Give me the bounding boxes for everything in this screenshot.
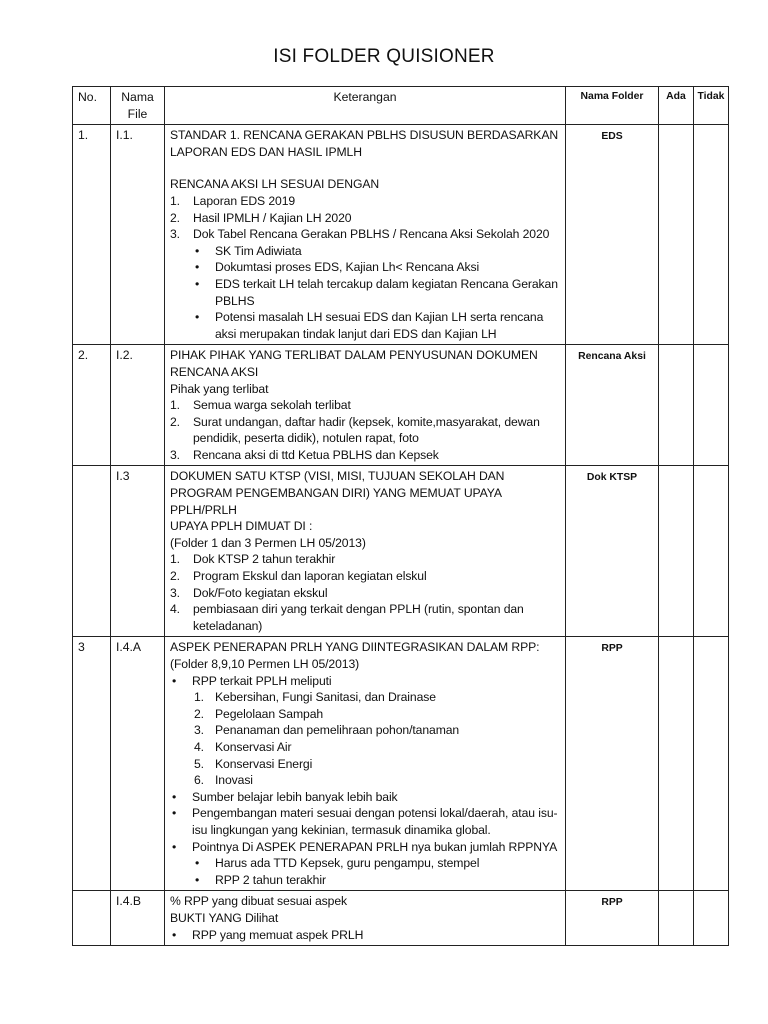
table-row — [73, 345, 729, 466]
tidak-cell[interactable] — [694, 125, 729, 345]
header-ada: Ada — [659, 87, 694, 125]
header-tidak: Tidak — [694, 87, 729, 125]
list-item: 5. Konservasi Energi — [194, 756, 313, 771]
row-subheading: Pihak yang terlibat — [170, 381, 269, 396]
row-file: I.4.B — [111, 891, 165, 946]
table-row — [73, 466, 729, 637]
list-item: • Pointnya Di ASPEK PENERAPAN PRLH nya bukan jumlah RPPNYA • Harus ada TTD Kepsek, guru pengampu, stempel • RPP 2 tahun terakhir — [170, 839, 560, 889]
list-item: • RPP terkait PPLH meliputi 1. Kebersihan, Fungi Sanitasi, dan Drainase 2. Pegelolaan Sampah 3. Penanaman dan pemelihraan pohon/tanaman 4. Konservasi Air 5. Konservasi Energi 6. Inovasi — [170, 673, 560, 789]
list-item: 6. Inovasi — [194, 773, 253, 788]
row-heading: ASPEK PENERAPAN PRLH YANG DIINTEGRASIKAN DALAM RPP: — [170, 640, 540, 655]
ada-cell[interactable] — [659, 125, 694, 345]
row-heading: PIHAK PIHAK YANG TERLIBAT DALAM PENYUSUNAN DOKUMEN RENCANA AKSI — [170, 348, 538, 379]
quisioner-table — [72, 86, 729, 946]
list-item: 3. Penanaman dan pemelihraan pohon/tanaman — [194, 723, 460, 738]
row-subheading: (Folder 1 dan 3 Permen LH 05/2013) — [170, 535, 366, 550]
list-item: • Sumber belajar lebih banyak lebih baik — [170, 789, 560, 806]
row-no: 1. — [73, 125, 111, 345]
list-item: • SK Tim Adiwiata — [170, 243, 560, 260]
row-heading: % RPP yang dibuat sesuai aspek — [170, 894, 347, 909]
list-item: • RPP 2 tahun terakhir — [170, 872, 560, 889]
row-keterangan — [165, 345, 566, 466]
list-item: 1. Laporan EDS 2019 — [170, 193, 296, 208]
row-file: I.4.A — [111, 637, 165, 891]
row-folder: RPP — [566, 637, 659, 891]
list-item: 2. Program Ekskul dan laporan kegiatan elskul — [170, 569, 427, 584]
list-item: 1. Dok KTSP 2 tahun terakhir — [170, 552, 336, 567]
page-title: ISI FOLDER QUISIONER — [273, 46, 495, 67]
list-item: 2. Surat undangan, daftar hadir (kepsek, komite,masyarakat, dewan pendidik, peserta didik), notulen rapat, foto — [170, 414, 540, 446]
ada-cell[interactable] — [659, 637, 694, 891]
list-item: 1. Semua warga sekolah terlibat — [170, 398, 351, 413]
list-item: 2. Hasil IPMLH / Kajian LH 2020 — [170, 210, 352, 225]
list-item: 2. Pegelolaan Sampah — [194, 706, 324, 721]
row-folder: Rencana Aksi — [566, 345, 659, 466]
table-row — [73, 125, 729, 345]
list-item: 4. Konservasi Air — [194, 739, 292, 754]
row-no: 3 — [73, 637, 111, 891]
list-item: • EDS terkait LH telah tercakup dalam kegiatan Rencana Gerakan PBLHS — [170, 276, 560, 309]
table-header-row — [73, 87, 729, 125]
row-no — [73, 891, 111, 946]
row-keterangan — [165, 466, 566, 637]
row-folder: EDS — [566, 125, 659, 345]
row-subheading: (Folder 8,9,10 Permen LH 05/2013) — [170, 657, 360, 671]
list-item: 3. Dok/Foto kegiatan ekskul — [170, 585, 328, 600]
list-item: • RPP yang memuat aspek PRLH — [170, 927, 560, 944]
row-heading: STANDAR 1. RENCANA GERAKAN PBLHS DISUSUN BERDASARKAN LAPORAN EDS DAN HASIL IPMLH — [170, 128, 559, 159]
ada-cell[interactable] — [659, 891, 694, 946]
row-folder: RPP — [566, 891, 659, 946]
list-item: • Harus ada TTD Kepsek, guru pengampu, stempel — [170, 855, 560, 872]
row-subheading: UPAYA PPLH DIMUAT DI : — [170, 519, 313, 534]
header-keterangan: Keterangan — [165, 87, 566, 125]
row-keterangan — [165, 637, 566, 891]
list-item: • Dokumtasi proses EDS, Kajian Lh< Rencana Aksi — [170, 259, 560, 276]
ada-cell[interactable] — [659, 466, 694, 637]
list-item: 4. pembiasaan diri yang terkait dengan PPLH (rutin, spontan dan keteladanan) — [170, 602, 524, 633]
list-item: 3. Dok Tabel Rencana Gerakan PBLHS / Rencana Aksi Sekolah 2020 • SK Tim Adiwiata • Dokumtasi proses EDS, Kajian Lh< Rencana Aksi • EDS terkait LH telah tercakup dalam kegiatan Rencana Gerakan PBLHS • Potensi masalah LH sesuai EDS dan Kajian LH serta rencana aksi merupakan tindak lanjut dari EDS dan Kajian LH — [170, 226, 560, 342]
tidak-cell[interactable] — [694, 637, 729, 891]
ada-cell[interactable] — [659, 345, 694, 466]
header-no: No. — [73, 87, 111, 125]
list-item: • Potensi masalah LH sesuai EDS dan Kajian LH serta rencana aksi merupakan tindak lanjut dari EDS dan Kajian LH — [170, 309, 560, 342]
tidak-cell[interactable] — [694, 345, 729, 466]
row-file: I.2. — [111, 345, 165, 466]
row-subheading: RENCANA AKSI LH SESUAI DENGAN — [170, 177, 380, 192]
row-heading: DOKUMEN SATU KTSP (VISI, MISI, TUJUAN SEKOLAH DAN PROGRAM PENGEMBANGAN DIRI) YANG MEMUAT UPAYA PPLH/PRLH — [170, 469, 505, 517]
table-row — [73, 891, 729, 946]
row-keterangan — [165, 891, 566, 946]
row-no: 2. — [73, 345, 111, 466]
row-file: I.1. — [111, 125, 165, 345]
row-file: I.3 — [111, 466, 165, 637]
tidak-cell[interactable] — [694, 891, 729, 946]
header-nama-file: Nama File — [111, 87, 165, 125]
list-item: 1. Kebersihan, Fungi Sanitasi, dan Drainase — [194, 690, 436, 705]
row-keterangan — [165, 125, 566, 345]
list-item: • Pengembangan materi sesuai dengan potensi lokal/daerah, atau isu-isu lingkungan yang kekinian, termasuk dinamika global. — [170, 805, 560, 838]
row-subheading: BUKTI YANG Dilihat — [170, 910, 279, 925]
tidak-cell[interactable] — [694, 466, 729, 637]
list-item: 3. Rencana aksi di ttd Ketua PBLHS dan Kepsek — [170, 447, 439, 462]
row-folder: Dok KTSP — [566, 466, 659, 637]
table-row — [73, 637, 729, 891]
row-no — [73, 466, 111, 637]
header-nama-folder: Nama Folder — [566, 87, 659, 125]
